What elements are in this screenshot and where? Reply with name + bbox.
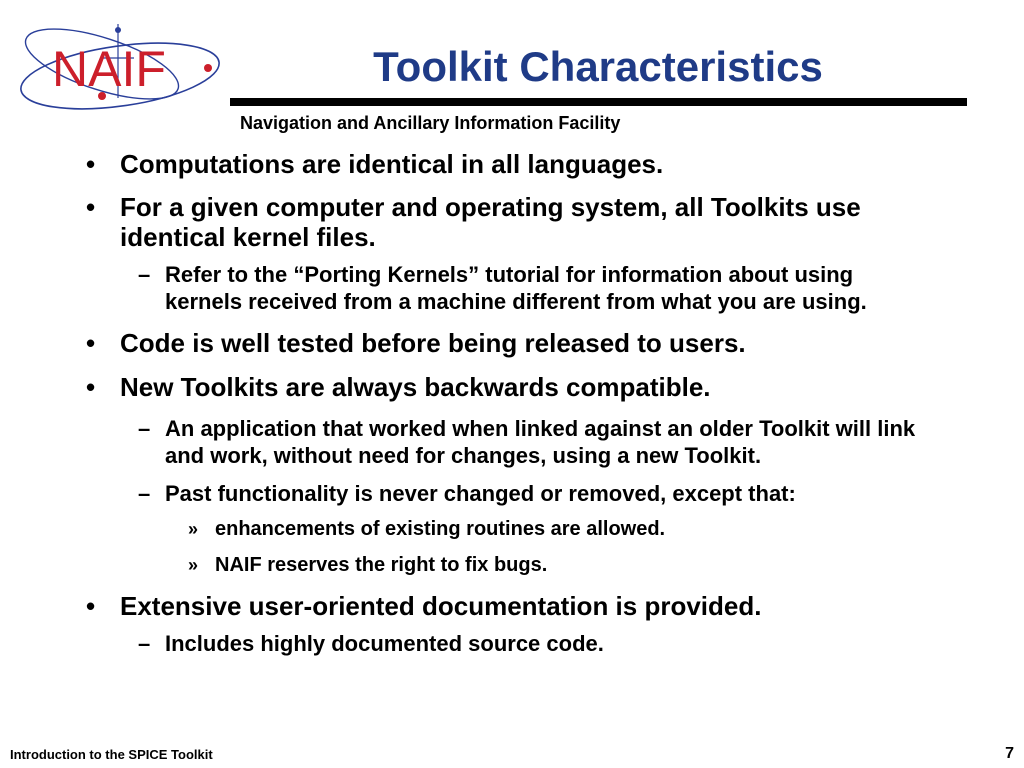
bullet-text: Extensive user-oriented documentation is provided. [120, 591, 762, 621]
slide-title: Toolkit Characteristics [373, 43, 823, 90]
bullet-marker: • [86, 192, 96, 222]
bullet-text: For a given computer and operating system, all Toolkits use identical kernel files. [120, 192, 861, 252]
bullet-item [0, 372, 930, 402]
sub-bullet-text: Past functionality is never changed or removed, except that: [165, 481, 796, 506]
page-number: 7 [1005, 745, 1014, 762]
bullet-text: Code is well tested before being released to users. [120, 328, 746, 358]
sub-bullet-item [0, 261, 935, 315]
sub-bullet-text: An application that worked when linked against an older Toolkit will link and work, without need for changes, using a new Toolkit. [165, 416, 916, 468]
bullet-marker: • [86, 328, 96, 358]
sub-bullet-item [0, 630, 935, 657]
sub-sub-bullet-item [0, 553, 935, 577]
footer-presentation-title: Introduction to the SPICE Toolkit [10, 747, 213, 762]
sub-sub-bullet-marker: » [188, 555, 199, 575]
bullet-item [0, 149, 930, 179]
bullet-marker: • [86, 149, 96, 179]
bullet-marker: • [86, 372, 96, 402]
sub-bullet-item [0, 415, 935, 469]
sub-bullet-text: Refer to the “Porting Kernels” tutorial for information about using kernels received from a machine different from what you are using. [165, 262, 867, 314]
sub-bullet-marker: – [138, 262, 151, 287]
bullet-marker: • [86, 591, 96, 621]
bullet-item [0, 591, 930, 621]
sub-bullet-marker: – [138, 481, 151, 506]
sub-bullet-marker: – [138, 631, 151, 656]
title-divider [230, 98, 967, 106]
sub-bullet-marker: – [138, 416, 151, 441]
sub-sub-bullet-item [0, 517, 935, 541]
naif-logo [14, 20, 226, 110]
sub-sub-bullet-text: NAIF reserves the right to fix bugs. [215, 554, 548, 576]
naif-orbit-logo-icon [14, 20, 226, 110]
bullet-list [0, 146, 1024, 657]
sub-sub-bullet-marker: » [188, 519, 199, 539]
bullet-text: Computations are identical in all languages. [120, 149, 664, 179]
slide-subtitle: Navigation and Ancillary Information Facility [240, 113, 621, 133]
bullet-item [0, 192, 930, 252]
sub-bullet-text: Includes highly documented source code. [165, 631, 604, 656]
sub-bullet-item [0, 480, 935, 507]
logo-text: NAIF [52, 41, 166, 97]
bullet-text: New Toolkits are always backwards compatible. [120, 372, 711, 402]
bullet-item [0, 328, 930, 358]
sub-sub-bullet-text: enhancements of existing routines are allowed. [215, 518, 666, 540]
